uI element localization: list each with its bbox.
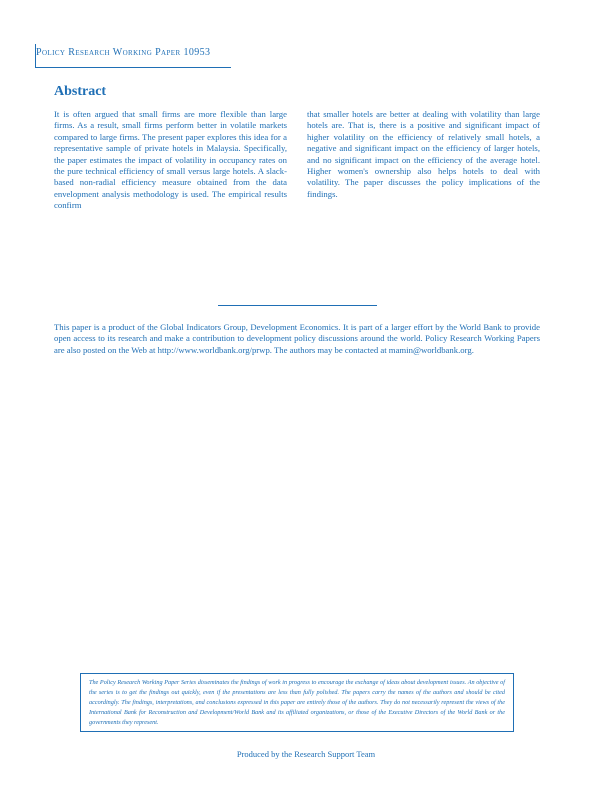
series-label: Policy Research Working Paper 10953: [36, 47, 211, 58]
about-paragraph: This paper is a product of the Global Indicators Group, Development Economics. It is part of a larger effort by the World Bank to provide open access to its research and make a contribution to development policy discussions around the world. Policy Research Working Papers are also posted on the Web at http://www.worldbank.org/prwp. The authors may be contacted at mamin@worldbank.org.: [54, 322, 540, 355]
section-divider: [218, 305, 377, 306]
abstract-heading: Abstract: [54, 84, 107, 99]
abstract-text-left: It is often argued that small firms are more flexible than large firms. As a result, small firms perform better in volatile markets compared to large firms. The present paper explores this idea for a representative sample of private hotels in Malaysia. Specifically, the paper estimates the impact of volatility in occupancy rates on the pure technical efficiency of small versus large hotels. A slack-based non-radial efficiency measure obtained from the data envelopment analysis methodology is used. The empirical results confirm: [54, 109, 287, 211]
disclaimer-text: The Policy Research Working Paper Series disseminates the findings of work in progress to encourage the exchange of ideas about development issues. An objective of the series is to get the findings out quickly, even if the presentations are less than fully polished. The papers carry the names of the authors and should be cited accordingly. The findings, interpretations, and conclusions expressed in this paper are entirely those of the authors. They do not necessarily represent the views of the International Bank for Reconstruction and Development/World Bank and its affiliated organizations, or those of the Executive Directors of the World Bank or the governments they represent.: [89, 679, 505, 726]
series-rule-horizontal: [35, 67, 231, 68]
disclaimer-box: [80, 673, 514, 732]
abstract-text-right: that smaller hotels are better at dealing with volatility than large hotels are. That is, there is a positive and significant impact of higher volatility on the efficiency of relatively small hotels, a negative and significant impact on the efficiency of larger hotels, and no significant impact on the efficiency of the average hotel. Higher women's ownership also helps hotels to deal with volatility. The paper discusses the policy implications of the findings.: [307, 109, 540, 199]
footer-credit: Produced by the Research Support Team: [236, 749, 376, 759]
